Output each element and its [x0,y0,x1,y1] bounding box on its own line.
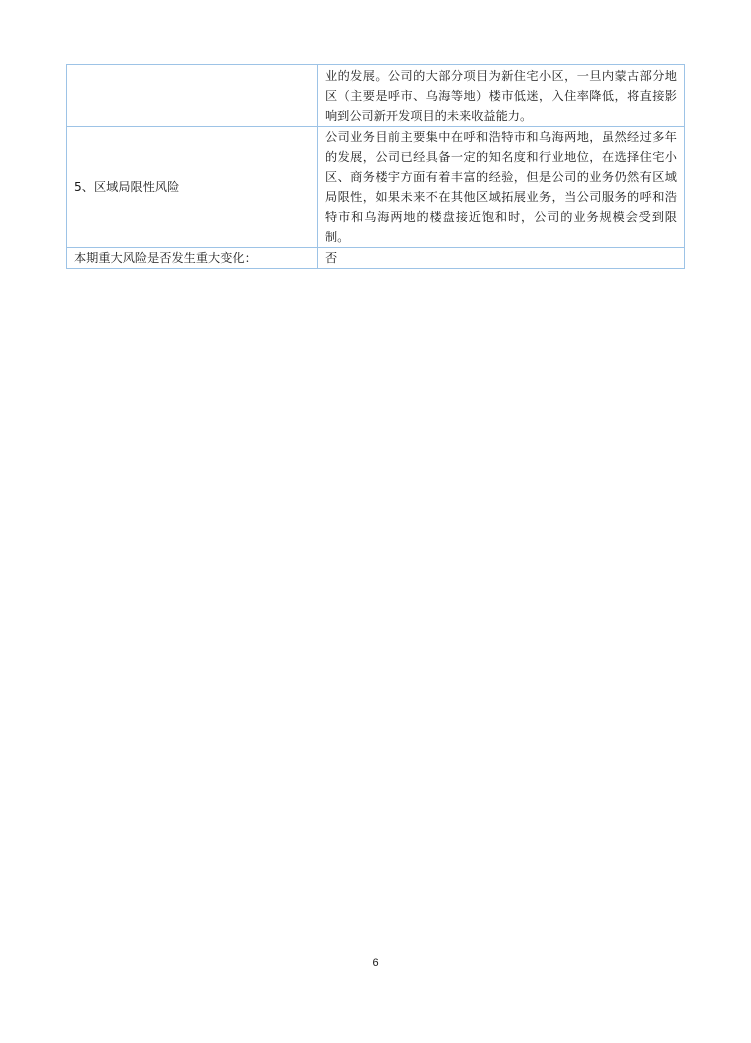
summary-label: 本期重大风险是否发生重大变化： [67,248,318,269]
risk-description-cell: 公司业务目前主要集中在呼和浩特市和乌海两地，虽然经过多年的发展，公司已经具备一定的知名度和行业地位，在选择住宅小区、商务楼宇方面有着丰富的经验，但是公司的业务仍然有区域局限性，如果未来不在其他区域拓展业务，当公司服务的呼和浩特市和乌海两地的楼盘接近饱和时，公司的业务规模会受到限制。 [318,127,685,248]
table-row-continued [67,65,685,127]
risk-label-cell [67,65,318,127]
table-row-summary [67,248,685,269]
risk-description-cell: 业的发展。公司的大部分项目为新住宅小区，一旦内蒙古部分地区（主要是呼市、乌海等地）楼市低迷，入住率降低，将直接影响到公司新开发项目的未来收益能力。 [318,65,685,127]
summary-value: 否 [318,248,685,269]
page-number: 6 [372,957,379,969]
risk-label-cell: 5、区域局限性风险 [67,127,318,248]
table-row-regional-risk [67,127,685,248]
risk-factors-table [66,64,685,269]
